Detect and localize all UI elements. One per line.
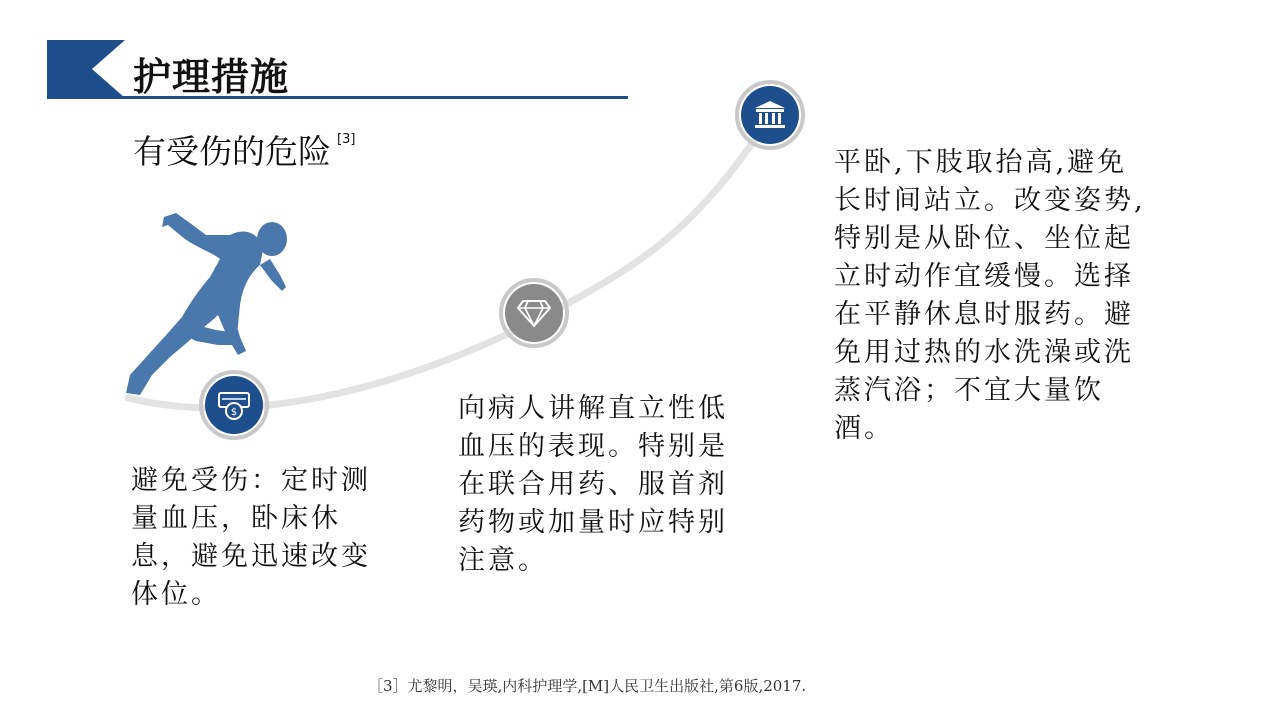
bank-building-icon	[741, 86, 799, 144]
running-man-icon	[120, 205, 290, 400]
diamond-icon	[505, 284, 563, 342]
milestone-3	[735, 80, 805, 150]
money-card-icon	[205, 376, 263, 434]
item-2-text: 向病人讲解直立性低血压的表现。特别是在联合用药、服首剂药物或加量时应特别注意。	[458, 393, 728, 576]
subtitle-text: 有受伤的危险	[133, 132, 331, 171]
milestone-1	[199, 370, 269, 440]
citation-marker: [3]	[337, 132, 356, 147]
milestone-2	[499, 278, 569, 348]
page-title: 护理措施	[133, 55, 290, 99]
item-3-text: 平卧,下肢取抬高,避免长时间站立。改变姿势,特别是从卧位、坐位起立时动作宜缓慢。选择在平静休息时服药。避免用过热的水洗澡或洗蒸汽浴；不宜大量饮酒。	[834, 147, 1146, 444]
reference-footnote: ［3］尤黎明，吴瑛,内科护理学,[M]人民卫生出版社,第6版,2017.	[368, 677, 807, 695]
item-1-text: 避免受伤：定时测量血压，卧床休息，避免迅速改变体位。	[131, 465, 371, 610]
svg-text:$: $	[230, 407, 238, 418]
